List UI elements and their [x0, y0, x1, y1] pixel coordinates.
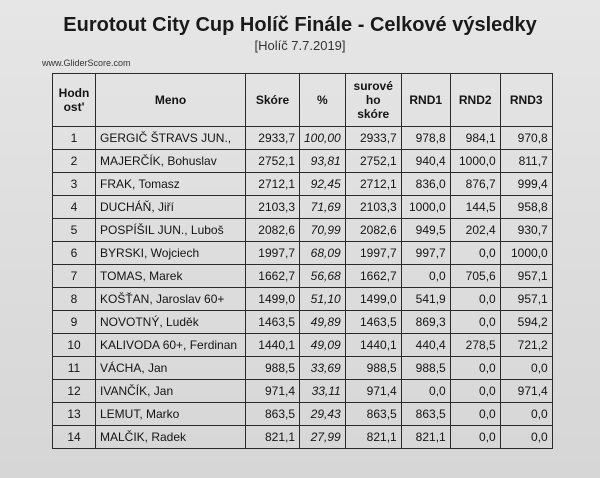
rnd2-cell: 0,0	[450, 403, 500, 426]
name-cell: TOMAS, Marek	[96, 265, 246, 288]
score-cell: 1440,1	[246, 334, 300, 357]
percent-cell: 92,45	[300, 173, 346, 196]
raw-score-cell: 2103,3	[345, 196, 401, 219]
rnd3-cell: 0,0	[500, 357, 552, 380]
table-row	[53, 288, 553, 311]
source-url: www.GliderScore.com	[42, 58, 131, 68]
results-table	[52, 73, 553, 449]
rnd2-cell: 0,0	[450, 311, 500, 334]
raw-score-cell: 2752,1	[345, 150, 401, 173]
percent-cell: 29,43	[300, 403, 346, 426]
rnd1-cell: 863,5	[401, 403, 450, 426]
table-row	[53, 380, 553, 403]
percent-cell: 100,00	[300, 127, 346, 150]
table-row	[53, 150, 553, 173]
rnd2-cell: 202,4	[450, 219, 500, 242]
table-row	[53, 334, 553, 357]
score-cell: 1499,0	[246, 288, 300, 311]
raw-score-cell: 971,4	[345, 380, 401, 403]
results-body	[53, 127, 553, 449]
table-row	[53, 265, 553, 288]
col-header-raw-score: surové ho skóre	[345, 74, 401, 127]
rnd1-cell: 440,4	[401, 334, 450, 357]
raw-score-cell: 1662,7	[345, 265, 401, 288]
table-row	[53, 357, 553, 380]
header-row	[53, 74, 553, 127]
raw-score-cell: 1499,0	[345, 288, 401, 311]
rnd3-cell: 971,4	[500, 380, 552, 403]
col-header-name: Meno	[96, 74, 246, 127]
percent-cell: 71,69	[300, 196, 346, 219]
percent-cell: 49,89	[300, 311, 346, 334]
name-cell: MALČIK, Radek	[96, 426, 246, 449]
col-header-rnd1: RND1	[401, 74, 450, 127]
rnd3-cell: 0,0	[500, 403, 552, 426]
rnd2-cell: 0,0	[450, 288, 500, 311]
table-row	[53, 426, 553, 449]
rnd1-cell: 541,9	[401, 288, 450, 311]
name-cell: KOŠŤAN, Jaroslav 60+	[96, 288, 246, 311]
raw-score-cell: 2082,6	[345, 219, 401, 242]
score-cell: 2712,1	[246, 173, 300, 196]
percent-cell: 56,68	[300, 265, 346, 288]
rnd1-cell: 997,7	[401, 242, 450, 265]
rnd1-cell: 869,3	[401, 311, 450, 334]
table-row	[53, 403, 553, 426]
col-header-rank: Hodn ost'	[53, 74, 96, 127]
name-cell: DUCHÁŇ, Jiří	[96, 196, 246, 219]
score-cell: 863,5	[246, 403, 300, 426]
rnd2-cell: 876,7	[450, 173, 500, 196]
table-row	[53, 219, 553, 242]
raw-score-cell: 1440,1	[345, 334, 401, 357]
raw-score-cell: 821,1	[345, 426, 401, 449]
score-cell: 988,5	[246, 357, 300, 380]
percent-cell: 51,10	[300, 288, 346, 311]
rank-cell: 2	[53, 150, 96, 173]
table-row	[53, 127, 553, 150]
score-cell: 1463,5	[246, 311, 300, 334]
name-cell: VÁCHA, Jan	[96, 357, 246, 380]
percent-cell: 70,99	[300, 219, 346, 242]
rank-cell: 12	[53, 380, 96, 403]
rnd3-cell: 957,1	[500, 288, 552, 311]
score-cell: 971,4	[246, 380, 300, 403]
rnd3-cell: 594,2	[500, 311, 552, 334]
rnd3-cell: 930,7	[500, 219, 552, 242]
rank-cell: 6	[53, 242, 96, 265]
col-header-rnd3: RND3	[500, 74, 552, 127]
rank-cell: 8	[53, 288, 96, 311]
name-cell: FRAK, Tomasz	[96, 173, 246, 196]
rank-cell: 9	[53, 311, 96, 334]
score-cell: 2933,7	[246, 127, 300, 150]
rnd2-cell: 705,6	[450, 265, 500, 288]
rnd1-cell: 0,0	[401, 265, 450, 288]
rnd1-cell: 821,1	[401, 426, 450, 449]
table-row	[53, 242, 553, 265]
name-cell: BYRSKI, Wojciech	[96, 242, 246, 265]
rank-cell: 7	[53, 265, 96, 288]
score-cell: 1662,7	[246, 265, 300, 288]
rnd3-cell: 957,1	[500, 265, 552, 288]
rank-cell: 5	[53, 219, 96, 242]
rnd1-cell: 978,8	[401, 127, 450, 150]
page-title: Eurotout City Cup Holíč Finále - Celkové výsledky	[63, 14, 537, 36]
name-cell: MAJERČÍK, Bohuslav	[96, 150, 246, 173]
rnd2-cell: 0,0	[450, 426, 500, 449]
name-cell: GERGIČ ŠTRAVS JUN.,	[96, 127, 246, 150]
col-header-rnd2: RND2	[450, 74, 500, 127]
rank-cell: 4	[53, 196, 96, 219]
raw-score-cell: 1997,7	[345, 242, 401, 265]
rank-cell: 10	[53, 334, 96, 357]
raw-score-cell: 2933,7	[345, 127, 401, 150]
rnd1-cell: 1000,0	[401, 196, 450, 219]
rnd1-cell: 949,5	[401, 219, 450, 242]
rank-cell: 1	[53, 127, 96, 150]
rnd2-cell: 1000,0	[450, 150, 500, 173]
col-header-percent: %	[300, 74, 346, 127]
percent-cell: 93,81	[300, 150, 346, 173]
score-cell: 2103,3	[246, 196, 300, 219]
name-cell: NOVOTNÝ, Luděk	[96, 311, 246, 334]
rnd1-cell: 988,5	[401, 357, 450, 380]
table-row	[53, 196, 553, 219]
percent-cell: 27,99	[300, 426, 346, 449]
name-cell: IVANČÍK, Jan	[96, 380, 246, 403]
score-cell: 821,1	[246, 426, 300, 449]
rank-cell: 11	[53, 357, 96, 380]
rnd3-cell: 721,2	[500, 334, 552, 357]
rnd3-cell: 811,7	[500, 150, 552, 173]
raw-score-cell: 863,5	[345, 403, 401, 426]
name-cell: LEMUT, Marko	[96, 403, 246, 426]
col-header-score: Skóre	[246, 74, 300, 127]
name-cell: KALIVODA 60+, Ferdinan	[96, 334, 246, 357]
rnd2-cell: 278,5	[450, 334, 500, 357]
rnd2-cell: 144,5	[450, 196, 500, 219]
rnd3-cell: 958,8	[500, 196, 552, 219]
table-row	[53, 173, 553, 196]
raw-score-cell: 2712,1	[345, 173, 401, 196]
rnd1-cell: 836,0	[401, 173, 450, 196]
raw-score-cell: 1463,5	[345, 311, 401, 334]
rank-cell: 3	[53, 173, 96, 196]
rank-cell: 14	[53, 426, 96, 449]
rnd3-cell: 0,0	[500, 426, 552, 449]
event-date: [Holíč 7.7.2019]	[254, 38, 346, 53]
rnd2-cell: 0,0	[450, 357, 500, 380]
rnd3-cell: 1000,0	[500, 242, 552, 265]
rnd2-cell: 0,0	[450, 242, 500, 265]
name-cell: POSPÍŠIL JUN., Luboš	[96, 219, 246, 242]
percent-cell: 68,09	[300, 242, 346, 265]
percent-cell: 33,11	[300, 380, 346, 403]
score-cell: 2752,1	[246, 150, 300, 173]
rnd3-cell: 970,8	[500, 127, 552, 150]
percent-cell: 33,69	[300, 357, 346, 380]
rank-cell: 13	[53, 403, 96, 426]
table-row	[53, 311, 553, 334]
percent-cell: 49,09	[300, 334, 346, 357]
score-cell: 2082,6	[246, 219, 300, 242]
rnd2-cell: 0,0	[450, 380, 500, 403]
rnd1-cell: 0,0	[401, 380, 450, 403]
rnd1-cell: 940,4	[401, 150, 450, 173]
rnd2-cell: 984,1	[450, 127, 500, 150]
score-cell: 1997,7	[246, 242, 300, 265]
raw-score-cell: 988,5	[345, 357, 401, 380]
rnd3-cell: 999,4	[500, 173, 552, 196]
